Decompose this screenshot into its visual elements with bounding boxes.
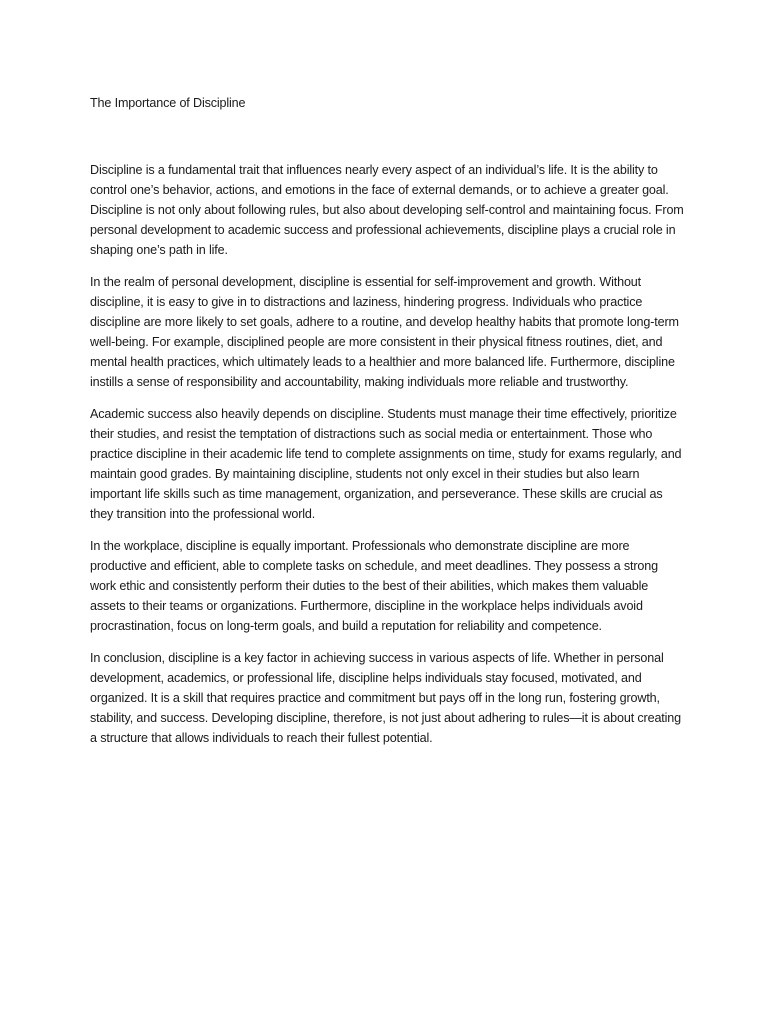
paragraph-introduction: Discipline is a fundamental trait that influences nearly every aspect of an individual’s life. It is the ability to control one’s behavior, actions, and emotions in the face of external demands, or to achieve a greater goal. Discipline is not only about following rules, but also about developing self-control and maintaining focus. From personal development to academic success and professional achievements, discipline plays a crucial role in shaping one’s path in life. (90, 163, 684, 257)
paragraph-personal-development: In the realm of personal development, discipline is essential for self-improvement and growth. Without discipline, it is easy to give in to distractions and laziness, hindering progress. Individuals who practice discipline are more likely to set goals, adhere to a routine, and develop healthy habits that promote long-term well-being. For example, disciplined people are more consistent in their physical fitness routines, diet, and mental health practices, which ultimately leads to a healthier and more balanced life. Furthermore, discipline instills a sense of responsibility and accountability, making individuals more reliable and trustworthy. (90, 275, 679, 389)
document-title: The Importance of Discipline (90, 96, 246, 110)
document-body (90, 93, 684, 760)
paragraph-conclusion: In conclusion, discipline is a key factor in achieving success in various aspects of life. Whether in personal development, academics, or professional life, discipline helps individuals stay focused, motivated, and organized. It is a skill that requires practice and commitment but pays off in the long run, fostering growth, stability, and success. Developing discipline, therefore, is not just about adhering to rules—it is about creating a structure that allows individuals to reach their fullest potential. (90, 651, 681, 745)
paragraph-academic-success: Academic success also heavily depends on discipline. Students must manage their time effectively, prioritize their studies, and resist the temptation of distractions such as social media or entertainment. Those who practice discipline in their academic life tend to complete assignments on time, study for exams regularly, and maintain good grades. By maintaining discipline, students not only excel in their studies but also learn important life skills such as time management, organization, and perseverance. These skills are crucial as they transition into the professional world. (90, 407, 682, 521)
title-spacer (90, 113, 684, 160)
paragraph-workplace: In the workplace, discipline is equally important. Professionals who demonstrate discipline are more productive and efficient, able to complete tasks on schedule, and meet deadlines. They possess a strong work ethic and consistently perform their duties to the best of their abilities, which makes them valuable assets to their teams or organizations. Furthermore, discipline in the workplace helps individuals avoid procrastination, focus on long-term goals, and build a reputation for reliability and competence. (90, 539, 658, 633)
